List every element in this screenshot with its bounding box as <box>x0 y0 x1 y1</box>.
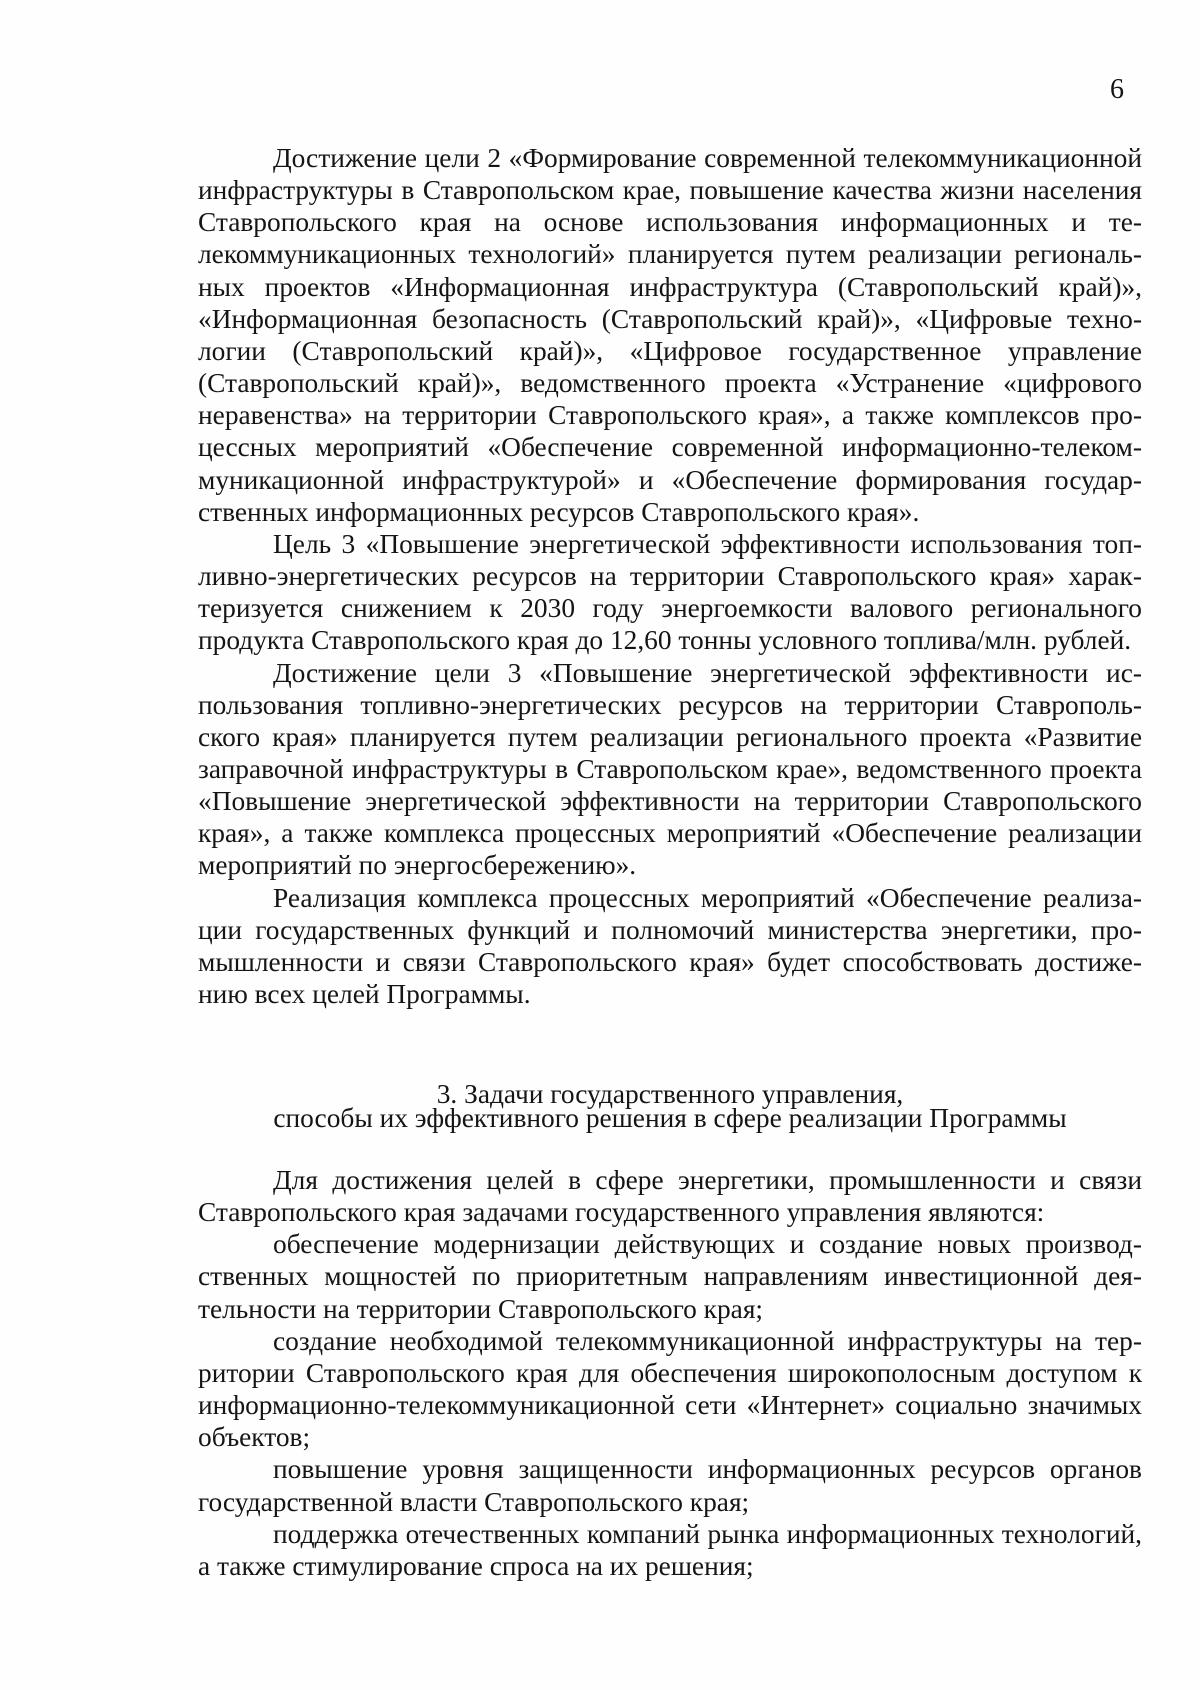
body-text <box>198 142 1142 1010</box>
page-number: 6 <box>1110 74 1124 105</box>
task-item: создание необходимой телекоммуникационной инфраструктуры на территории Ставропольского края для обеспечения широкополосным доступом к информационно-телекоммуникационной сети «Интернет» социально значимых объектов; <box>198 1325 1142 1453</box>
paragraph-process-measures: Реализация комплекса процессных мероприятий «Обеспечение реализации государственных функций и полномочий министерства энергетики, промышленности и связи Ставропольского края» будет способствовать достижению всех целей Программы. <box>198 882 1142 1010</box>
section-heading <box>198 1079 1142 1133</box>
section-heading-line-1: 3. Задачи государственного управления, <box>436 1079 904 1109</box>
tasks-list <box>198 1164 1142 1582</box>
task-item: обеспечение модернизации действующих и создание новых производственных мощностей по приоритетным направлениям инвестиционной деятельности на территории Ставропольского края; <box>198 1229 1142 1324</box>
paragraph-goal-3: Цель 3 «Повышение энергетической эффективности использования топливно-энергетических ресурсов на территории Ставропольского края» характеризуется снижением к 2030 году энергоемкости валового регионального продукта Ставропольского края до 12,60 тонны условного топлива/млн. рублей. <box>198 528 1142 656</box>
task-item: повышение уровня защищенности информационных ресурсов органов государственной власти Ставропольского края; <box>198 1454 1142 1517</box>
section-heading-line-2: способы их эффективного решения в сфере реализации Программы <box>273 1103 1067 1133</box>
task-item: поддержка отечественных компаний рынка информационных технологий, а также стимулирование спроса на их решения; <box>198 1518 1142 1581</box>
tasks-intro: Для достижения целей в сфере энергетики, промышленности и связи Ставропольского края задачами государственного управления являются: <box>198 1165 1142 1228</box>
paragraph-goal-2-achievement: Достижение цели 2 «Формирование современной телекоммуникационной инфраструктуры в Ставропольском крае, повышение качества жизни населения Ставропольского края на основе использования информационных и телекоммуникационных технологий» планируется путем реализации региональных проектов «Информационная инфраструктура (Ставропольский край)», «Информационная безопасность (Ставропольский край)», «Цифровые технологии (Ставропольский край)», «Цифровое государственное управление (Ставропольский край)», ведомственного проекта «Устранение «цифрового неравенства» на территории Ставропольского края», а также комплексов процессных мероприятий «Обеспечение современной информационно-телекоммуникационной инфраструктурой» и «Обеспечение формирования государственных информационных ресурсов Ставропольского края». <box>198 143 1142 527</box>
paragraph-goal-3-achievement: Достижение цели 3 «Повышение энергетической эффективности использования топливно-энергетических ресурсов на территории Ставропольского края» планируется путем реализации регионального проекта «Развитие заправочной инфраструктуры в Ставропольском крае», ведомственного проекта «Повышение энергетической эффективности на территории Ставропольского края», а также комплекса процессных мероприятий «Обеспечение реализации мероприятий по энергосбережению». <box>198 657 1142 881</box>
